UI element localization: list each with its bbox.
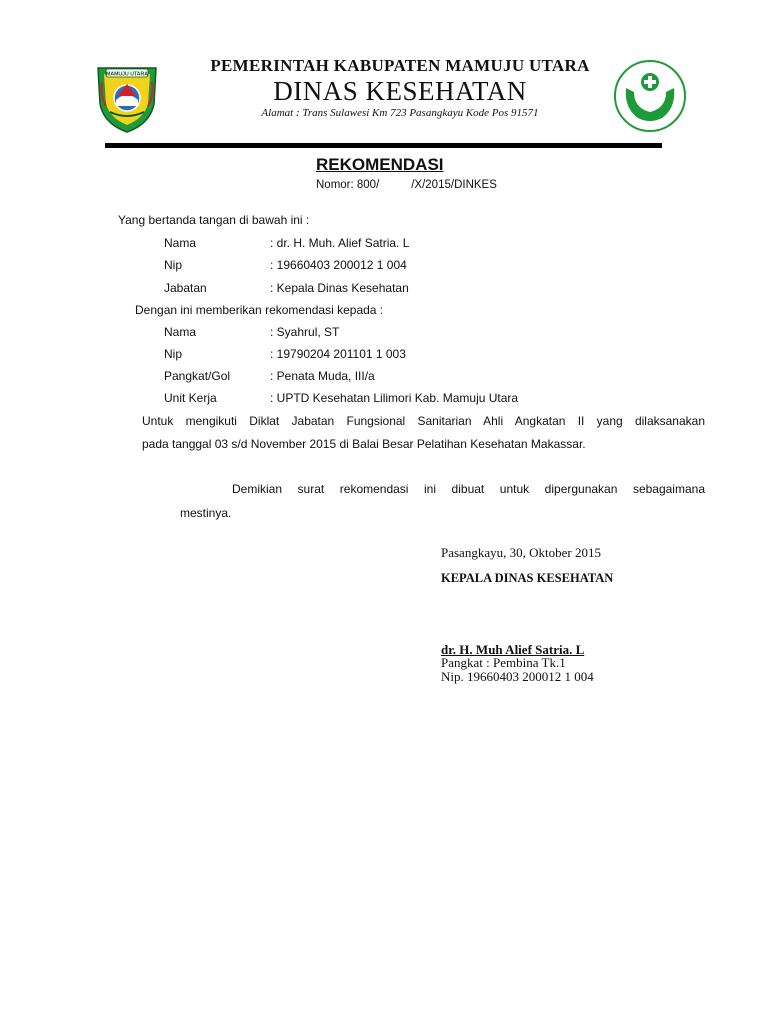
document-title: REKOMENDASI	[316, 155, 444, 174]
office-name: DINAS KESEHATAN	[273, 76, 527, 106]
signer-position-label: Jabatan	[164, 281, 207, 295]
closing-line-2: mestinya.	[180, 506, 232, 520]
recommend-intro-text: Dengan ini memberikan rekomendasi kepada :	[135, 303, 384, 317]
signer-rank: Pangkat : Pembina Tk.1	[441, 655, 566, 670]
recipient-name-value: : Syahrul, ST	[270, 325, 340, 339]
recipient-nip-value: : 19790204 201101 1 003	[270, 347, 406, 361]
svg-text:MAMUJU UTARA: MAMUJU UTARA	[106, 71, 148, 78]
closing-line-1: Demikian surat rekomendasi ini dibuat untuk dipergunakan sebagaimana	[232, 482, 705, 496]
purpose-line-2: pada tanggal 03 s/d November 2015 di Balai Besar Pelatihan Kesehatan Makassar.	[142, 437, 586, 451]
purpose-line-1: Untuk mengikuti Diklat Jabatan Fungsional Sanitarian Ahli Angkatan II yang dilaksanakan	[142, 414, 705, 428]
signer-name-value: : dr. H. Muh. Alief Satria. L	[270, 236, 410, 250]
document-number: Nomor: 800/ /X/2015/DINKES	[316, 179, 497, 191]
signer-position-value: : Kepala Dinas Kesehatan	[270, 281, 409, 295]
recipient-unit-value: : UPTD Kesehatan Lilimori Kab. Mamuju Utara	[270, 391, 519, 405]
office-address: Alamat : Trans Sulawesi Km 723 Pasangkayu Kode Pos 91571	[261, 107, 539, 119]
bakti-husada-logo-icon	[612, 58, 688, 134]
place-date: Pasangkayu, 30, Oktober 2015	[441, 545, 601, 560]
recipient-rank-label: Pangkat/Gol	[164, 369, 231, 383]
intro-text: Yang bertanda tangan di bawah ini :	[118, 213, 310, 227]
letterhead-rule	[105, 143, 662, 148]
signer-nip-value: : 19660403 200012 1 004	[270, 258, 407, 272]
signer-position-title: KEPALA DINAS KESEHATAN	[441, 571, 614, 585]
svg-text:BAKTI HUSADA: BAKTI HUSADA	[630, 103, 674, 121]
recipient-rank-value: : Penata Muda, III/a	[270, 369, 375, 383]
government-name: PEMERINTAH KABUPATEN MAMUJU UTARA	[210, 56, 590, 75]
signer-name-label: Nama	[164, 236, 197, 250]
recipient-nip-label: Nip	[164, 347, 183, 361]
recipient-unit-label: Unit Kerja	[164, 391, 217, 405]
signer-nip: Nip. 19660403 200012 1 004	[441, 669, 594, 684]
signer-name: dr. H. Muh Alief Satria. L	[441, 642, 585, 657]
recipient-name-label: Nama	[164, 325, 197, 339]
signer-nip-label: Nip	[164, 258, 183, 272]
